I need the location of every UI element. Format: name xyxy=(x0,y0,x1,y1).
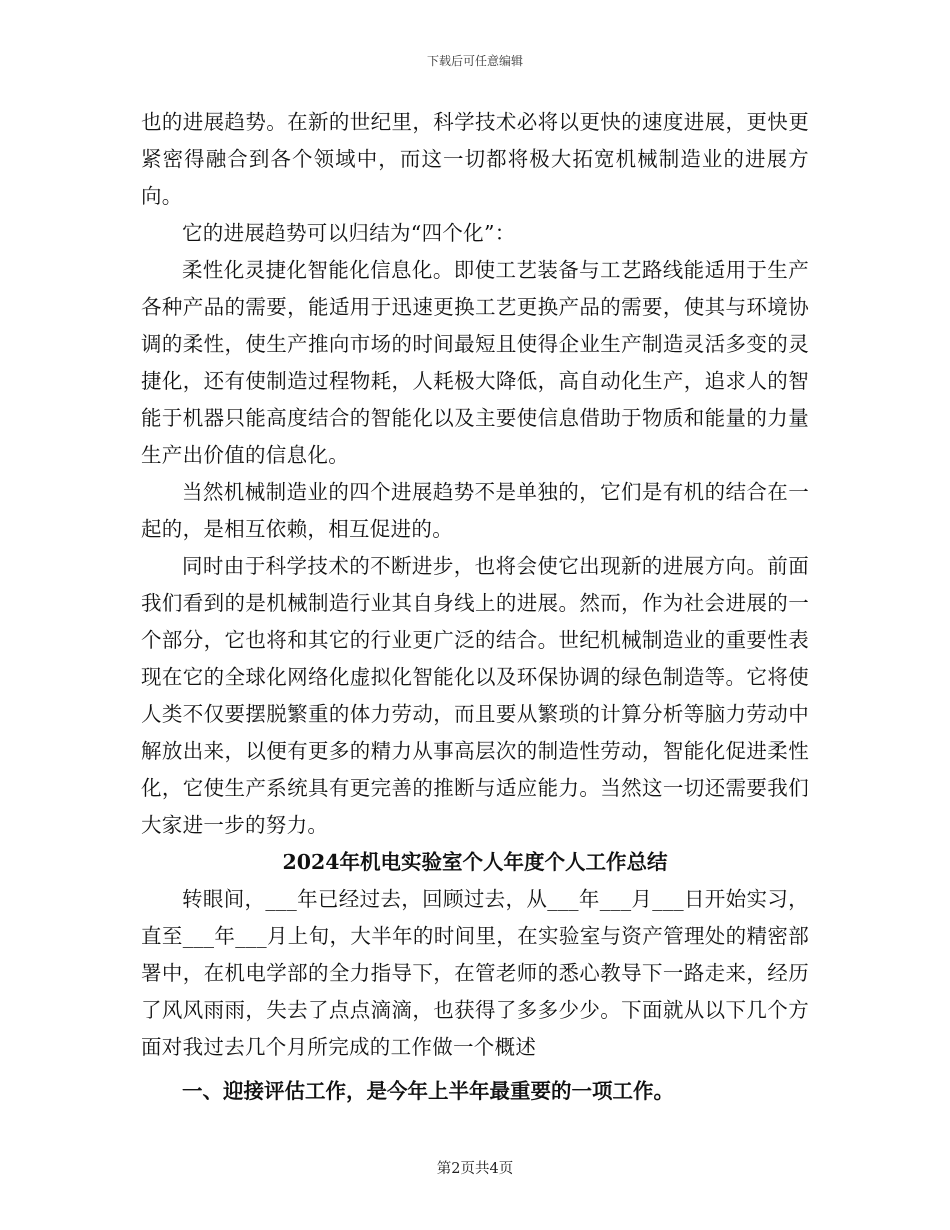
page-footer: 第2页共4页 xyxy=(436,1161,514,1177)
page-header: 下载后可任意编辑 xyxy=(426,54,523,68)
document-body xyxy=(141,104,809,1112)
paragraph-flexibility: 柔性化灵捷化智能化信息化。即使工艺装备与工艺路线能适用于生产各种产品的需要，能适用于迅速更换工艺更换产品的需要，使其与环境协调的柔性，使生产推向市场的时间最短且使得企业生产制造灵活多变的灵捷化，还有使制造过程物耗，人耗极大降低，高自动化生产，追求人的智能于机器只能高度结合的智能化以及主要使信息借助于物质和能量的力量生产出价值的信息化。 xyxy=(141,258,809,467)
paragraph-continuation: 也的进展趋势。在新的世纪里，科学技术必将以更快的速度进展，更快更紧密得融合到各个领域中，而这一切都将极大拓宽机械制造业的进展方向。 xyxy=(141,110,809,208)
document-title: 2024年机电实验室个人年度个人工作总结 xyxy=(282,850,668,874)
paragraph-new-directions: 同时由于科学技术的不断进步，也将会使它出现新的进展方向。前面我们看到的是机械制造行业其自身线上的进展。然而，作为社会进展的一个部分，它也将和其它的行业更广泛的结合。世纪机械制造业的重要性表现在它的全球化网络化虚拟化智能化以及环保协调的绿色制造等。它将使人类不仅要摆脱繁重的体力劳动，而且要从繁琐的计算分析等脑力劳动中解放出来，以便有更多的精力从事高层次的制造性劳动，智能化促进柔性化，它使生产系统具有更完善的推断与适应能力。当然这一切还需要我们大家进一步的努力。 xyxy=(141,554,809,837)
paragraph-interdependence: 当然机械制造业的四个进展趋势不是单独的，它们是有机的结合在一起的，是相互依赖，相互促进的。 xyxy=(141,480,809,541)
paragraph-four-trends: 它的进展趋势可以归结为“四个化”： xyxy=(182,221,516,245)
paragraph-intro: 转眼间，___年已经过去，回顾过去，从___年___月___日开始实习，直至___年___月上旬，大半年的时间里，在实验室与资产管理处的精密部署中，在机电学部的全力指导下，在管老师的悉心教导下一路走来，经历了风风雨雨，失去了点点滴滴，也获得了多多少少。下面就从以下几个方面对我过去几个月所完成的工作做一个概述 xyxy=(141,887,809,1059)
section-heading: 一、迎接评估工作，是今年上半年最重要的一项工作。 xyxy=(182,1079,674,1103)
